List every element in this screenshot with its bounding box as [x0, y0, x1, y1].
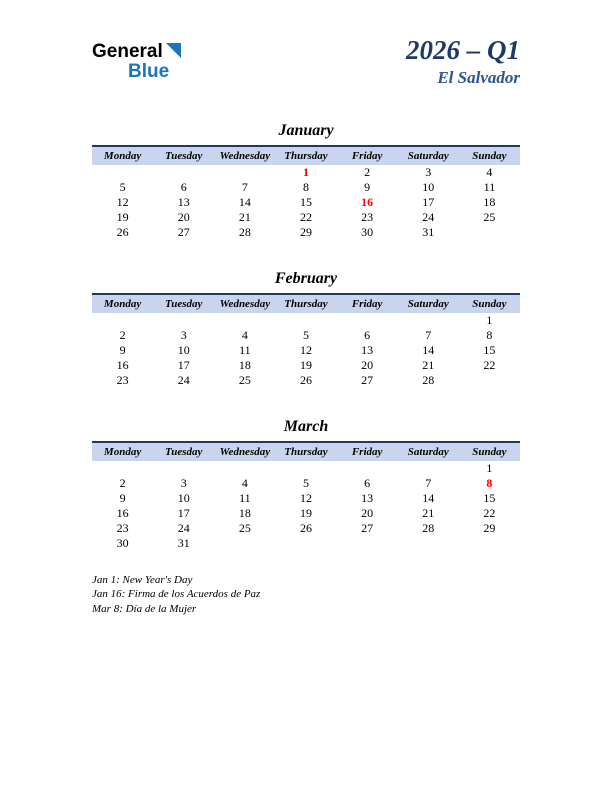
- date-cell: 22: [483, 358, 496, 372]
- date-cell: 21: [238, 210, 251, 224]
- weekday-header-thursday: Thursday: [275, 442, 336, 461]
- week-row: [92, 180, 520, 195]
- date-cell: 8: [486, 476, 493, 490]
- empty-cell: [92, 313, 153, 328]
- date-cell: 23: [361, 210, 374, 224]
- january-calendar-table: [92, 145, 520, 240]
- date-cell: 7: [425, 328, 432, 342]
- week-row: [92, 521, 520, 536]
- date-cell: 5: [302, 476, 309, 490]
- date-cell: 17: [177, 506, 190, 520]
- weekday-header-saturday: Saturday: [398, 294, 459, 313]
- weekday-header-tuesday: Tuesday: [153, 442, 214, 461]
- month-march: [92, 418, 520, 551]
- weekday-header-wednesday: Wednesday: [214, 442, 275, 461]
- date-cell: 16: [116, 358, 129, 372]
- logo-text-blue: Blue: [128, 60, 170, 82]
- empty-cell: [275, 461, 336, 476]
- empty-cell: [459, 373, 520, 388]
- week-row: [92, 210, 520, 225]
- date-cell: 19: [116, 210, 129, 224]
- empty-cell: [337, 461, 398, 476]
- date-cell: 16: [361, 195, 374, 209]
- empty-cell: [92, 165, 153, 180]
- week-row: [92, 225, 520, 240]
- empty-cell: [153, 461, 214, 476]
- page-header: [92, 36, 520, 108]
- weekday-header-monday: Monday: [92, 294, 153, 313]
- logo-text-general: General: [92, 41, 163, 62]
- empty-cell: [92, 461, 153, 476]
- date-cell: 22: [299, 210, 312, 224]
- date-cell: 25: [238, 373, 251, 387]
- general-blue-logo: [92, 36, 181, 82]
- month-january: [92, 122, 520, 240]
- date-cell: 10: [422, 180, 435, 194]
- month-title-january: January: [278, 122, 334, 139]
- date-cell: 10: [177, 491, 190, 505]
- week-row: [92, 358, 520, 373]
- date-cell: 23: [116, 373, 129, 387]
- date-cell: 13: [177, 195, 190, 209]
- week-row: [92, 313, 520, 328]
- date-cell: 10: [177, 343, 190, 357]
- date-cell: 27: [177, 225, 190, 239]
- empty-cell: [214, 536, 275, 551]
- week-row: [92, 328, 520, 343]
- weekday-header-wednesday: Wednesday: [214, 146, 275, 165]
- date-cell: 4: [241, 476, 248, 490]
- weekday-header-monday: Monday: [92, 146, 153, 165]
- date-cell: 1: [302, 165, 309, 179]
- date-cell: 8: [486, 328, 493, 342]
- weekday-header-wednesday: Wednesday: [214, 294, 275, 313]
- date-cell: 13: [361, 491, 374, 505]
- empty-cell: [398, 313, 459, 328]
- week-row: [92, 165, 520, 180]
- holiday-note: Jan 1: New Year's Day: [92, 574, 193, 586]
- empty-cell: [153, 165, 214, 180]
- weekday-header-saturday: Saturday: [398, 442, 459, 461]
- date-cell: 1: [486, 313, 493, 327]
- date-cell: 3: [180, 328, 187, 342]
- holiday-note: Jan 16: Firma de los Acuerdos de Paz: [92, 588, 261, 601]
- holiday-note: Mar 8: Día de la Mujer: [92, 602, 197, 615]
- date-cell: 3: [425, 165, 432, 179]
- date-cell: 19: [299, 506, 312, 520]
- date-cell: 21: [422, 506, 435, 520]
- weekday-header-row: [92, 294, 520, 313]
- weekday-header-sunday: Sunday: [459, 146, 520, 165]
- date-cell: 4: [486, 165, 493, 179]
- date-cell: 12: [299, 491, 312, 505]
- date-cell: 27: [361, 373, 374, 387]
- date-cell: 18: [483, 195, 496, 209]
- date-cell: 18: [238, 506, 251, 520]
- weekday-header-saturday: Saturday: [398, 146, 459, 165]
- date-cell: 14: [238, 195, 251, 209]
- date-cell: 30: [116, 536, 129, 550]
- empty-cell: [459, 225, 520, 240]
- date-cell: 5: [119, 180, 126, 194]
- empty-cell: [214, 313, 275, 328]
- date-cell: 23: [116, 521, 129, 535]
- empty-cell: [337, 536, 398, 551]
- date-cell: 11: [239, 343, 251, 357]
- date-cell: 2: [364, 165, 371, 179]
- date-cell: 5: [302, 328, 309, 342]
- date-cell: 24: [177, 373, 190, 387]
- date-cell: 13: [361, 343, 374, 357]
- weekday-header-friday: Friday: [337, 294, 398, 313]
- weekday-header-monday: Monday: [92, 442, 153, 461]
- date-cell: 19: [299, 358, 312, 372]
- date-cell: 21: [422, 358, 435, 372]
- date-cell: 22: [483, 506, 496, 520]
- weekday-header-tuesday: Tuesday: [153, 146, 214, 165]
- date-cell: 4: [241, 328, 248, 342]
- date-cell: 12: [116, 195, 129, 209]
- logo-top-row: [92, 42, 181, 62]
- weekday-header-row: [92, 146, 520, 165]
- page-title: 2026 – Q1: [406, 35, 520, 65]
- date-cell: 3: [180, 476, 187, 490]
- weekday-header-friday: Friday: [337, 442, 398, 461]
- date-cell: 15: [299, 195, 312, 209]
- weekday-header-friday: Friday: [337, 146, 398, 165]
- date-cell: 31: [422, 225, 435, 239]
- date-cell: 20: [177, 210, 190, 224]
- weekday-header-tuesday: Tuesday: [153, 294, 214, 313]
- empty-cell: [153, 313, 214, 328]
- empty-cell: [398, 461, 459, 476]
- date-cell: 20: [361, 358, 374, 372]
- date-cell: 6: [180, 180, 187, 194]
- date-cell: 18: [238, 358, 251, 372]
- date-cell: 17: [177, 358, 190, 372]
- march-calendar-table: [92, 441, 520, 551]
- empty-cell: [337, 313, 398, 328]
- week-row: [92, 195, 520, 210]
- date-cell: 27: [361, 521, 374, 535]
- date-cell: 9: [119, 491, 126, 505]
- date-cell: 8: [302, 180, 309, 194]
- date-cell: 30: [361, 225, 374, 239]
- date-cell: 2: [119, 328, 126, 342]
- empty-cell: [275, 313, 336, 328]
- date-cell: 31: [177, 536, 190, 550]
- date-cell: 28: [422, 521, 435, 535]
- date-cell: 29: [483, 521, 496, 535]
- week-row: [92, 476, 520, 491]
- weekday-header-row: [92, 442, 520, 461]
- date-cell: 6: [364, 328, 371, 342]
- logo-triangle-icon: [166, 43, 181, 58]
- date-cell: 25: [238, 521, 251, 535]
- date-cell: 12: [299, 343, 312, 357]
- week-row: [92, 536, 520, 551]
- date-cell: 11: [239, 491, 251, 505]
- date-cell: 20: [361, 506, 374, 520]
- date-cell: 26: [299, 521, 312, 535]
- date-cell: 15: [483, 491, 496, 505]
- date-cell: 24: [422, 210, 435, 224]
- date-cell: 26: [116, 225, 129, 239]
- date-cell: 6: [364, 476, 371, 490]
- date-cell: 11: [483, 180, 496, 194]
- date-cell: 9: [364, 180, 371, 194]
- week-row: [92, 343, 520, 358]
- date-cell: 26: [299, 373, 312, 387]
- date-cell: 15: [483, 343, 496, 357]
- empty-cell: [459, 536, 520, 551]
- month-february: [92, 270, 520, 388]
- empty-cell: [275, 536, 336, 551]
- date-cell: 7: [425, 476, 432, 490]
- date-cell: 9: [119, 343, 126, 357]
- february-calendar-table: [92, 293, 520, 388]
- week-row: [92, 506, 520, 521]
- week-row: [92, 373, 520, 388]
- weekday-header-sunday: Sunday: [459, 442, 520, 461]
- empty-cell: [214, 461, 275, 476]
- date-cell: 17: [422, 195, 435, 209]
- date-cell: 2: [119, 476, 126, 490]
- weekday-header-sunday: Sunday: [459, 294, 520, 313]
- date-cell: 16: [116, 506, 129, 520]
- date-cell: 29: [299, 225, 312, 239]
- empty-cell: [214, 165, 275, 180]
- week-row: [92, 461, 520, 476]
- month-title-march: March: [283, 418, 329, 435]
- date-cell: 28: [238, 225, 251, 239]
- date-cell: 28: [422, 373, 435, 387]
- date-cell: 14: [422, 491, 435, 505]
- weekday-header-thursday: Thursday: [275, 146, 336, 165]
- month-title-february: February: [274, 270, 338, 287]
- date-cell: 24: [177, 521, 190, 535]
- date-cell: 1: [486, 461, 493, 475]
- week-row: [92, 491, 520, 506]
- page-subtitle: El Salvador: [437, 67, 520, 87]
- holiday-notes: [92, 573, 520, 616]
- title-block: [406, 36, 520, 88]
- empty-cell: [398, 536, 459, 551]
- date-cell: 14: [422, 343, 435, 357]
- date-cell: 25: [483, 210, 496, 224]
- date-cell: 7: [241, 180, 248, 194]
- weekday-header-thursday: Thursday: [275, 294, 336, 313]
